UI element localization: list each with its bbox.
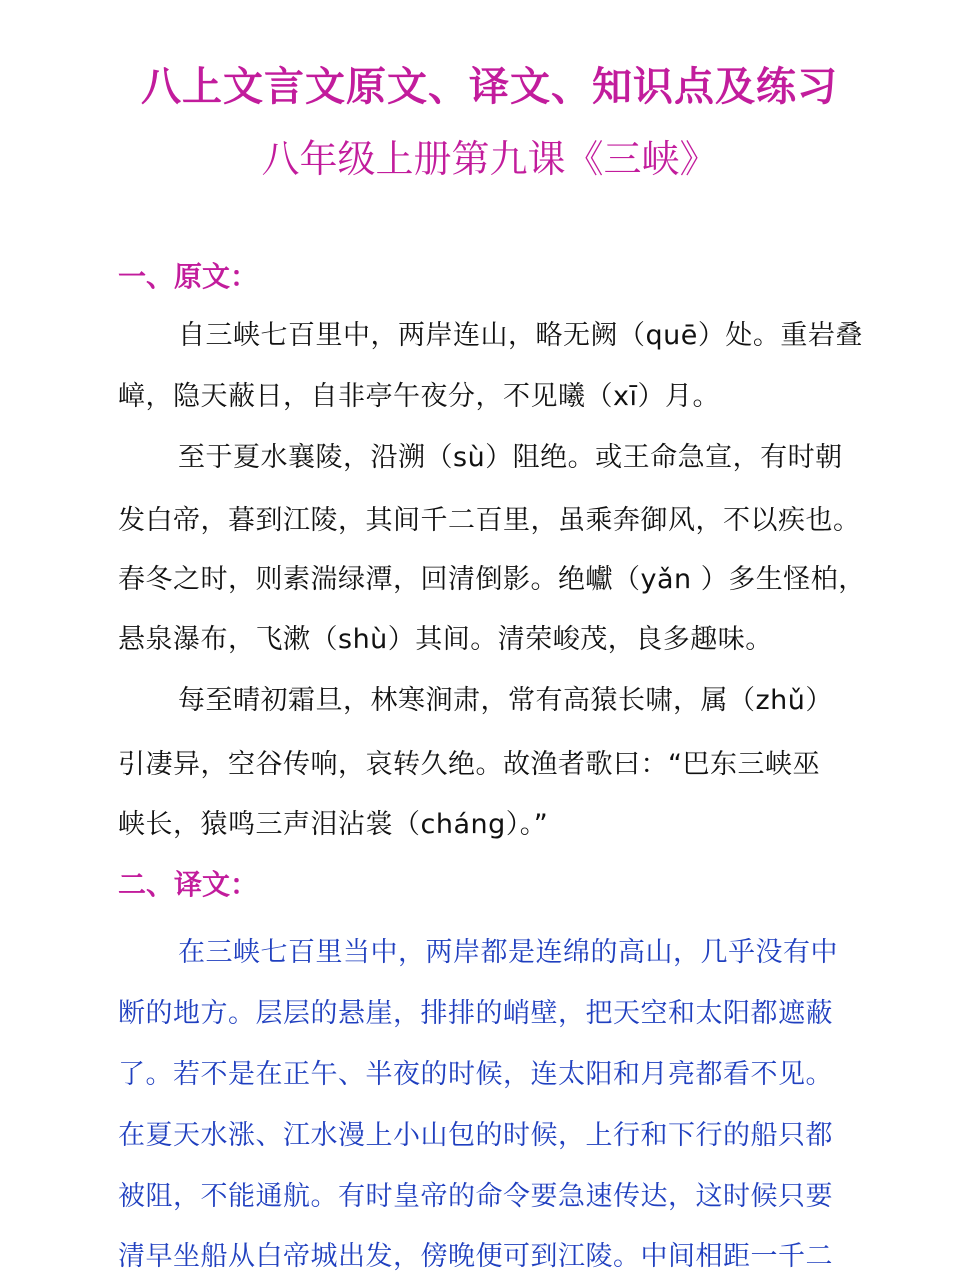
document-title: 八上文言文原文、译文、知识点及练习: [141, 64, 838, 110]
translation-line: 清早坐船从白帝城出发，傍晚便可到江陵。中间相距一千二: [118, 1241, 833, 1272]
original-line: 春冬之时，则素湍绿潭，回清倒影。绝巘（yǎn ）多生怪柏，: [118, 564, 866, 595]
original-line: 每至晴初霜旦，林寒涧肃，常有高猿长啸，属（zhǔ）: [178, 685, 833, 716]
original-line: 引凄异，空谷传响，哀转久绝。故渔者歌曰：“巴东三峡巫: [118, 749, 820, 780]
translation-line: 断的地方。层层的悬崖，排排的峭壁，把天空和太阳都遮蔽: [118, 998, 833, 1029]
document-subtitle: 八年级上册第九课《三峡》: [261, 137, 718, 181]
section-heading-translation: 二、译文：: [118, 868, 259, 901]
original-line: 嶂，隐天蔽日，自非亭午夜分，不见曦（xī）月。: [118, 381, 720, 412]
section-heading-original: 一、原文：: [118, 260, 259, 293]
original-line: 发白帝，暮到江陵，其间千二百里，虽乘奔御风，不以疾也。: [118, 505, 861, 536]
translation-line: 了。若不是在正午、半夜的时候，连太阳和月亮都看不见。: [118, 1059, 833, 1090]
original-line: 自三峡七百里中，两岸连山，略无阙（quē）处。重岩叠: [178, 320, 863, 351]
original-line: 峡长，猿鸣三声泪沾裳（cháng）。”: [118, 809, 549, 840]
translation-line: 在夏天水涨、江水漫上小山包的时候，上行和下行的船只都: [118, 1120, 833, 1151]
translation-line: 在三峡七百里当中，两岸都是连绵的高山，几乎没有中: [178, 937, 838, 968]
original-line: 至于夏水襄陵，沿溯（sù）阻绝。或王命急宣，有时朝: [178, 442, 843, 473]
translation-line: 被阻，不能通航。有时皇帝的命令要急速传达，这时候只要: [118, 1181, 833, 1212]
original-line: 悬泉瀑布，飞漱（shù）其间。清荣峻茂，良多趣味。: [118, 624, 773, 655]
